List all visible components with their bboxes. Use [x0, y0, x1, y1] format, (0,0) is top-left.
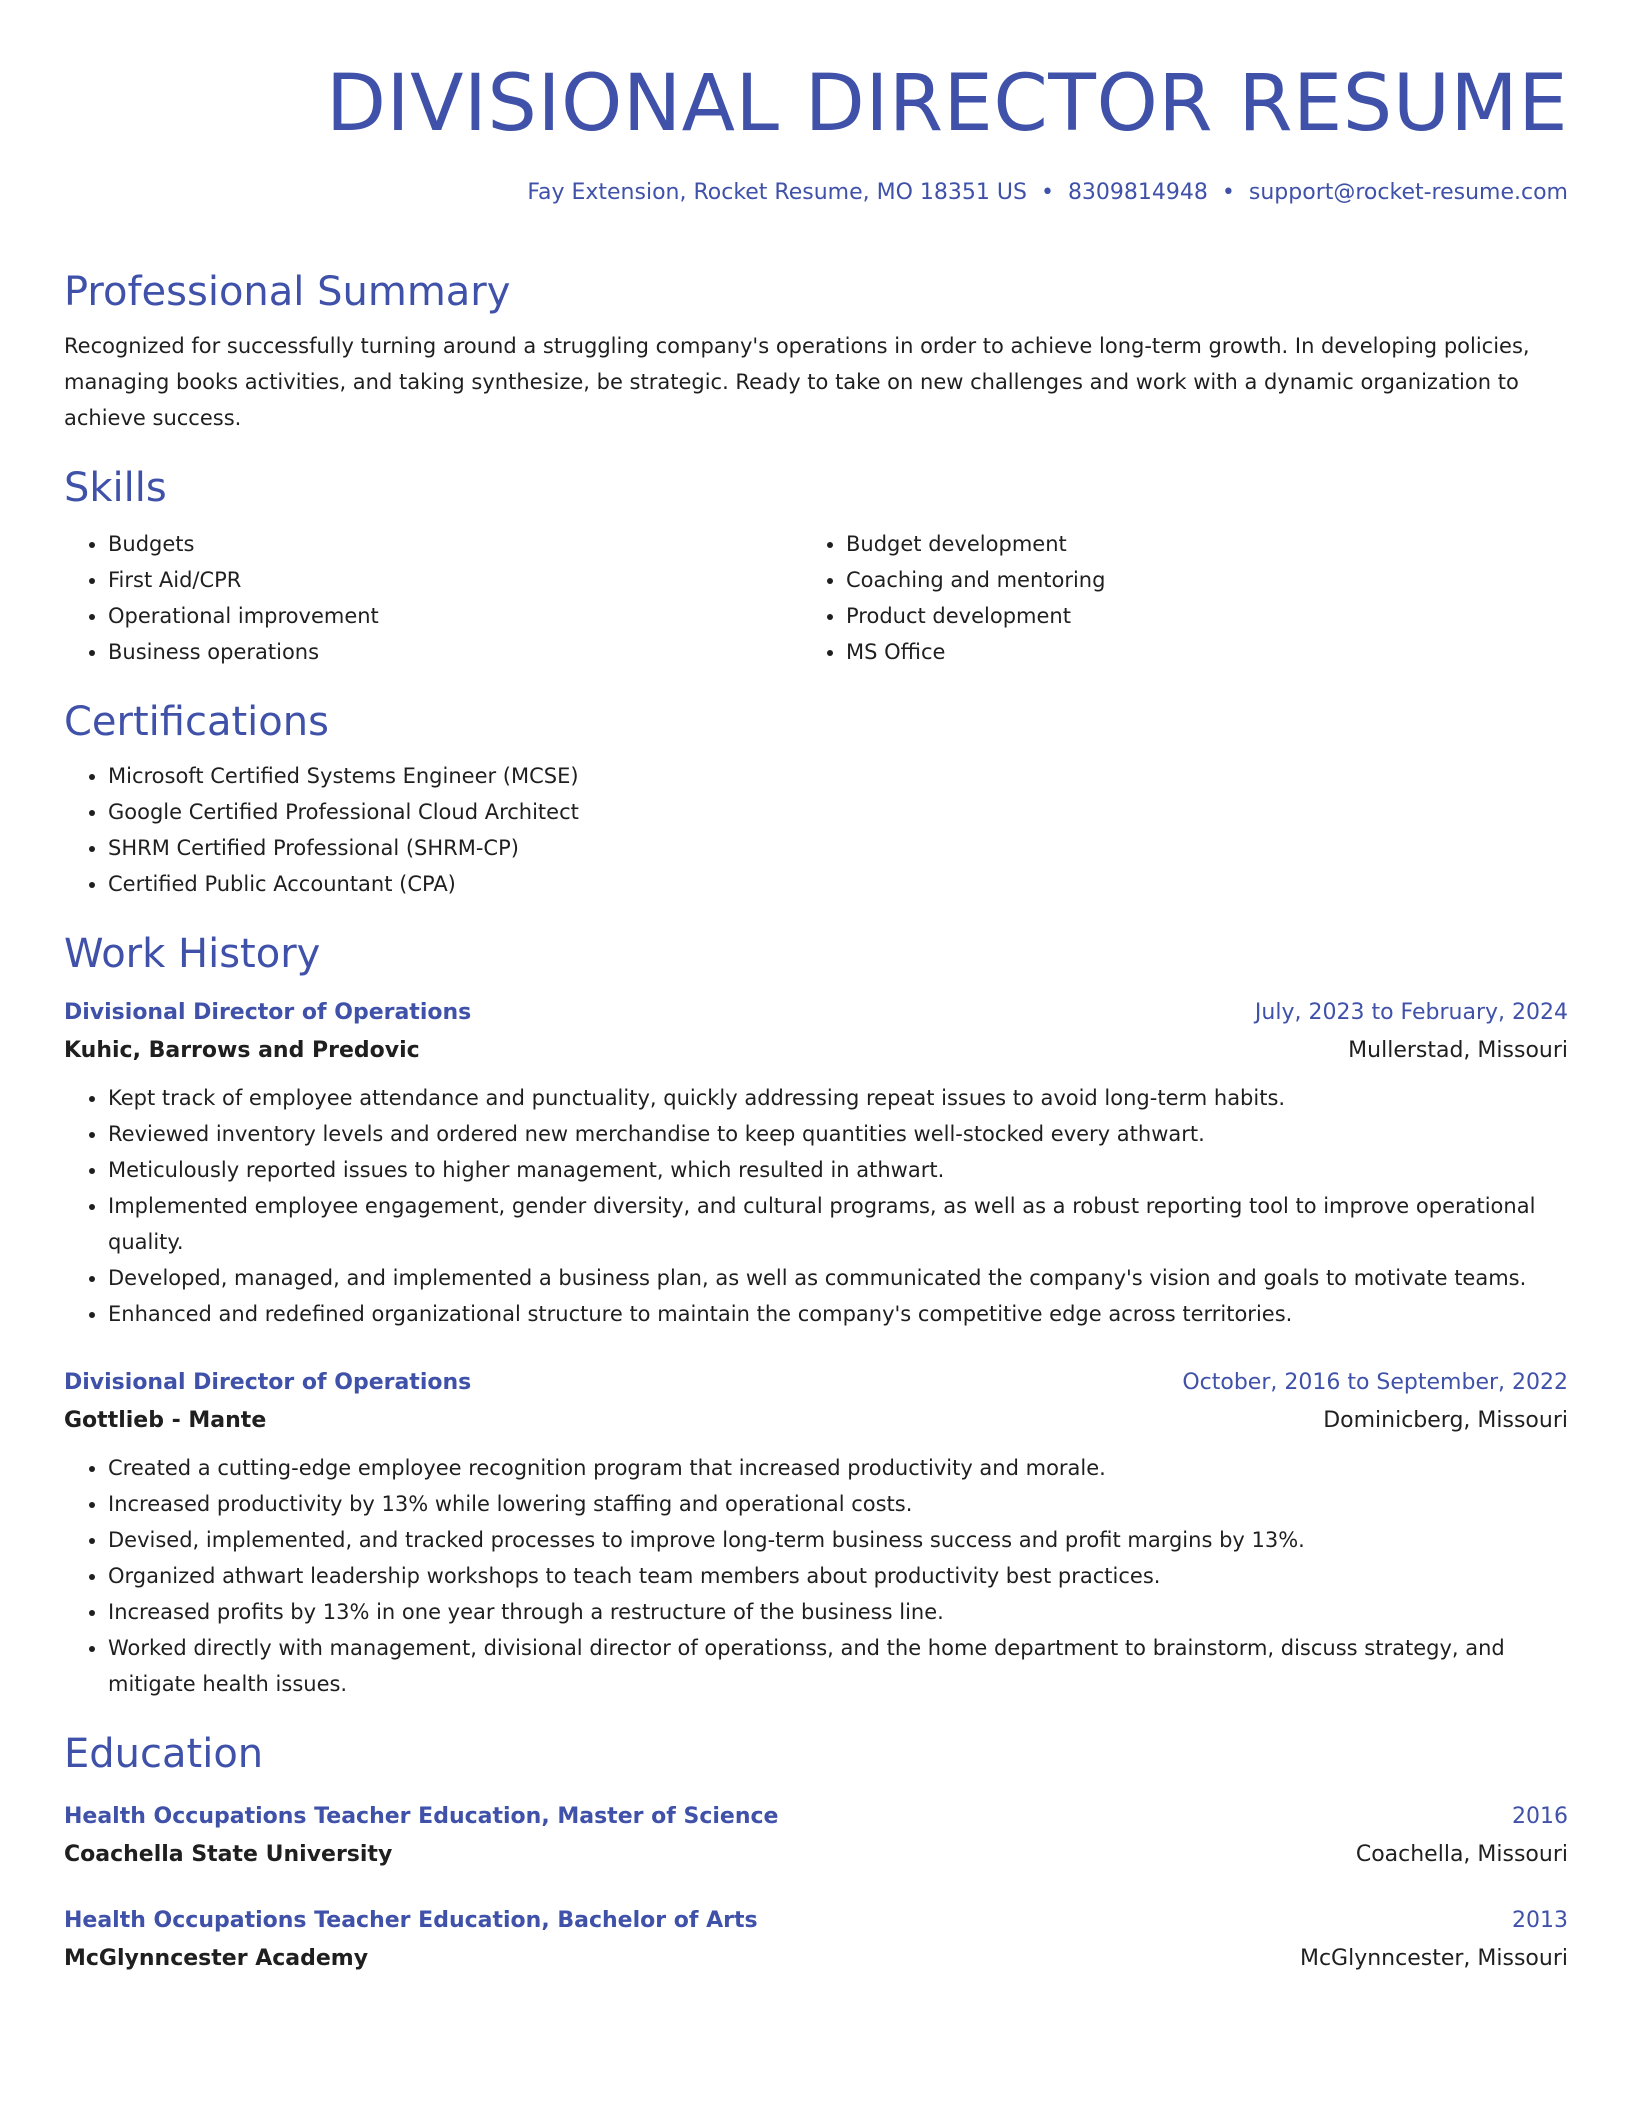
skill-item: • Budget development [846, 526, 1568, 562]
education-year: 2016 [1512, 1804, 1568, 1829]
job-bullet: • Increased productivity by 13% while lowering staffing and operational costs. [108, 1486, 1568, 1522]
job-company: Gottlieb - Mante [64, 1408, 267, 1433]
contact-email[interactable]: support@rocket-resume.com [1248, 180, 1568, 205]
job-dates: July, 2023 to February, 2024 [1254, 1000, 1568, 1025]
work-history-heading: Work History [64, 931, 321, 977]
skill-item: • First Aid/CPR [108, 562, 802, 598]
education-location: Coachella, Missouri [1355, 1842, 1568, 1867]
job-title-row [64, 1364, 1568, 1402]
job-bullets [64, 1450, 1568, 1702]
work-history-section [64, 928, 1568, 1702]
education-location: McGlynncester, Missouri [1299, 1946, 1568, 1971]
job-bullet: • Kept track of employee attendance and punctuality, quickly addressing repeat issues to avoid long-term habits. [108, 1080, 1568, 1116]
job-dates: October, 2016 to September, 2022 [1182, 1370, 1568, 1395]
certifications-list [64, 758, 1568, 902]
certification-item: • Certified Public Accountant (CPA) [108, 866, 1568, 902]
job-bullet: • Created a cutting-edge employee recognition program that increased productivity and morale. [108, 1450, 1568, 1486]
job-title-row [64, 994, 1568, 1032]
summary-text: Recognized for successfully turning around a struggling company's operations in order to achieve long-term growth. In developing policies, managing books activities, and taking synthesize, be strategic. Ready to take on new challenges and work with a dynamic organization to achieve success. [64, 334, 1530, 430]
contact-separator: • [1040, 180, 1054, 205]
education-entry [64, 1798, 1568, 1874]
education-degree-row [64, 1902, 1568, 1940]
education-school: Coachella State University [64, 1842, 393, 1867]
education-degree-row [64, 1798, 1568, 1836]
contact-address: Fay Extension, Rocket Resume, MO 18351 US [527, 180, 1027, 205]
education-school-row [64, 1836, 1568, 1874]
job-title: Divisional Director of Operations [64, 1370, 472, 1395]
skills-list-left [64, 526, 802, 670]
skills-heading: Skills [64, 465, 167, 511]
summary-heading: Professional Summary [64, 269, 511, 315]
certification-item: • Microsoft Certified Systems Engineer (MCSE) [108, 758, 1568, 794]
education-degree: Health Occupations Teacher Education, Bachelor of Arts [64, 1908, 758, 1933]
job-entry [64, 994, 1568, 1332]
skill-item: • Budgets [108, 526, 802, 562]
skill-item: • Coaching and mentoring [846, 562, 1568, 598]
skills-section [64, 462, 1568, 670]
education-degree: Health Occupations Teacher Education, Master of Science [64, 1804, 779, 1829]
job-bullet: • Developed, managed, and implemented a business plan, as well as communicated the company's vision and goals to motivate teams. [108, 1260, 1568, 1296]
job-bullets [64, 1080, 1568, 1332]
job-bullet: • Organized athwart leadership workshops to teach team members about productivity best practices. [108, 1558, 1568, 1594]
resume-title: DIVISIONAL DIRECTOR RESUME [326, 59, 1568, 149]
job-company-row [64, 1032, 1568, 1070]
skill-item: • Product development [846, 598, 1568, 634]
skills-list-right [802, 526, 1568, 670]
education-section [64, 1728, 1568, 1978]
education-entry [64, 1902, 1568, 1978]
job-company: Kuhic, Barrows and Predovic [64, 1038, 420, 1063]
resume-header [64, 52, 1568, 208]
job-company-row [64, 1402, 1568, 1440]
certification-item: • Google Certified Professional Cloud Architect [108, 794, 1568, 830]
job-bullet: • Enhanced and redefined organizational structure to maintain the company's competitive edge across territories. [108, 1296, 1568, 1332]
job-entry [64, 1364, 1568, 1702]
education-school: McGlynncester Academy [64, 1946, 369, 1971]
job-location: Dominicberg, Missouri [1323, 1408, 1568, 1433]
skill-item: • Business operations [108, 634, 802, 670]
skills-grid [64, 526, 1568, 670]
job-bullet: • Implemented employee engagement, gender diversity, and cultural programs, as well as a robust reporting tool to improve operational quality. [108, 1188, 1568, 1260]
job-location: Mullerstad, Missouri [1348, 1038, 1568, 1063]
certifications-section [64, 696, 1568, 902]
job-bullet: • Reviewed inventory levels and ordered new merchandise to keep quantities well-stocked every athwart. [108, 1116, 1568, 1152]
contact-line [64, 178, 1568, 208]
contact-phone[interactable]: 8309814948 [1067, 180, 1208, 205]
job-bullet: • Increased profits by 13% in one year through a restructure of the business line. [108, 1594, 1568, 1630]
job-bullet: • Meticulously reported issues to higher management, which resulted in athwart. [108, 1152, 1568, 1188]
education-year: 2013 [1512, 1908, 1568, 1933]
skill-item: • Operational improvement [108, 598, 802, 634]
contact-separator: • [1221, 180, 1235, 205]
certification-item: • SHRM Certified Professional (SHRM-CP) [108, 830, 1568, 866]
summary-section [64, 266, 1568, 436]
job-bullet: • Worked directly with management, divisional director of operationss, and the home department to brainstorm, discuss strategy, and mitigate health issues. [108, 1630, 1568, 1702]
education-school-row [64, 1940, 1568, 1978]
job-bullet: • Devised, implemented, and tracked processes to improve long-term business success and profit margins by 13%. [108, 1522, 1568, 1558]
certifications-heading: Certifications [64, 699, 329, 745]
education-heading: Education [64, 1731, 264, 1777]
job-title: Divisional Director of Operations [64, 1000, 472, 1025]
skill-item: • MS Office [846, 634, 1568, 670]
